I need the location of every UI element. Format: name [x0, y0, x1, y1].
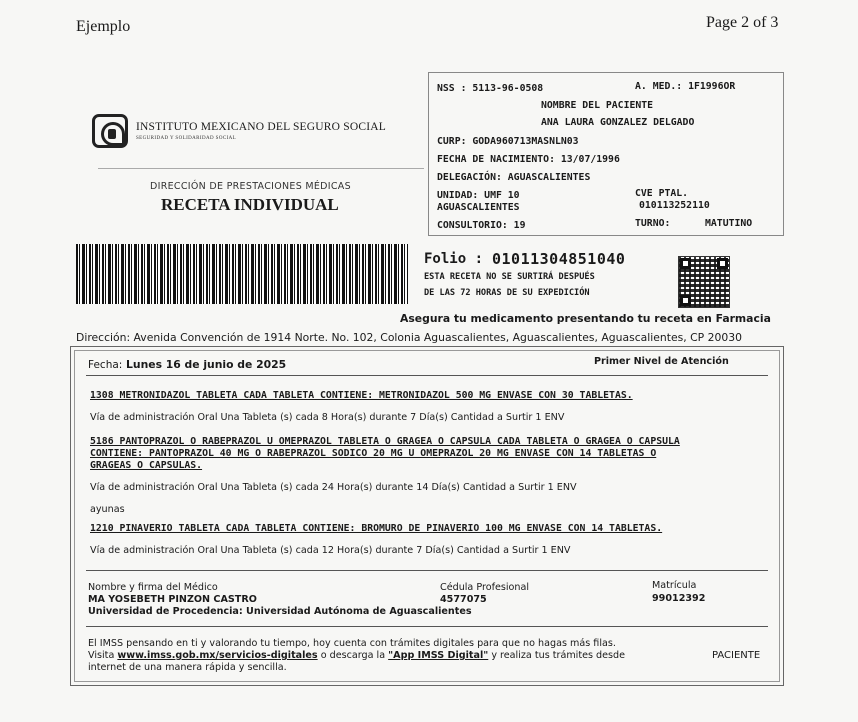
via-line: Vía de administración Oral Una Tableta (s) cada 24 Hora(s) durante 14 Día(s) Cantidad a Surtir 1 ENV [90, 482, 577, 493]
qr-finder [680, 295, 691, 306]
address: Dirección: Avenida Convención de 1914 Norte. No. 102, Colonia Aguascalientes, Aguascalientes, Aguascalientes, CP 20030 [76, 331, 742, 344]
med-line: 5186 PANTOPRAZOL O RABEPRAZOL U OMEPRAZOL TABLETA O GRAGEA O CAPSULA CADA TABLETA O GRAGEA O CAPSULA [90, 436, 680, 447]
consultorio: CONSULTORIO: 19 [437, 220, 526, 231]
institution-tagline: SEGURIDAD Y SOLIDARIDAD SOCIAL [136, 136, 237, 141]
footer-text: o descarga la [317, 650, 389, 661]
asegura-note: Asegura tu medicamento presentando tu receta en Farmacia [400, 312, 771, 325]
folio-label: Folio : [424, 251, 484, 267]
fecha-label: Fecha: [88, 359, 123, 371]
turno-value: MATUTINO [705, 218, 753, 229]
a-med: A. MED.: 1F1996OR [635, 81, 736, 92]
med-line: GRAGEAS O CAPSULAS. [90, 460, 203, 471]
cedula-label: Cédula Profesional [440, 582, 530, 593]
footer-line: internet de una manera rápida y sencilla. [88, 662, 287, 673]
qr-finder [717, 258, 728, 269]
cedula-value: 4577075 [440, 594, 487, 605]
cve-value: 010113252110 [639, 200, 710, 211]
via-line: Vía de administración Oral Una Tableta (s) cada 12 Hora(s) durante 7 Día(s) Cantidad a Surtir 1 ENV [90, 545, 571, 556]
nss: NSS : 5113-96-0508 [437, 83, 544, 94]
footer-line [88, 650, 625, 661]
footer-text: Visita [88, 650, 118, 661]
direction-label: DIRECCIÓN DE PRESTACIONES MÉDICAS [150, 181, 351, 192]
via-line: Vía de administración Oral Una Tableta (s) cada 8 Hora(s) durante 7 Día(s) Cantidad a Surtir 1 ENV [90, 412, 565, 423]
qr-finder [680, 258, 691, 269]
matricula-value: 99012392 [652, 593, 706, 604]
nivel-atencion: Primer Nivel de Atención [594, 356, 729, 367]
patient-name-label: NOMBRE DEL PACIENTE [541, 100, 654, 111]
folio-value: 01011304851040 [492, 250, 626, 268]
unidad: UNIDAD: UMF 10 [437, 190, 520, 201]
header-left: Ejemplo [76, 18, 131, 35]
page-number: Page 2 of 3 [706, 14, 779, 31]
folio-note: ESTA RECETA NO SE SURTIRÁ DESPUÉS [424, 272, 595, 282]
patient-name: ANA LAURA GONZALEZ DELGADO [541, 117, 695, 128]
doctor-name-label: Nombre y firma del Médico [88, 582, 218, 593]
delegacion: DELEGACIÓN: AGUASCALIENTES [437, 172, 591, 183]
barcode [76, 244, 408, 304]
university: Universidad de Procedencia: Universidad Autónoma de Aguascalientes [88, 606, 472, 617]
institution-name: INSTITUTO MEXICANO DEL SEGURO SOCIAL [136, 121, 386, 133]
qr-code [678, 256, 730, 308]
med-line: 1308 METRONIDAZOL TABLETA CADA TABLETA CONTIENE: METRONIDAZOL 500 MG ENVASE CON 30 TABLETAS. [90, 390, 633, 401]
med-note: ayunas [90, 504, 125, 515]
fecha-value: Lunes 16 de junio de 2025 [126, 358, 287, 371]
app-imss-link[interactable]: "App IMSS Digital" [388, 650, 489, 661]
patient-box [428, 72, 784, 236]
footer-text: y realiza tus trámites desde [488, 650, 626, 661]
med-line: 1210 PINAVERIO TABLETA CADA TABLETA CONTIENE: BROMURO DE PINAVERIO 100 MG ENVASE CON 14 TABLETAS. [90, 523, 663, 534]
turno-label: TURNO: [635, 218, 671, 229]
copy-label: PACIENTE [712, 650, 761, 661]
divider [86, 375, 768, 376]
document-title: RECETA INDIVIDUAL [161, 195, 339, 214]
unidad-city: AGUASCALIENTES [437, 202, 520, 213]
birth-date: FECHA DE NACIMIENTO: 13/07/1996 [437, 154, 620, 165]
servicios-digitales-link[interactable]: www.imss.gob.mx/servicios-digitales [117, 650, 318, 661]
divider [98, 168, 424, 169]
curp: CURP: GODA960713MASNLN03 [437, 136, 579, 147]
doctor-name: MA YOSEBETH PINZON CASTRO [88, 594, 257, 605]
divider [86, 626, 768, 627]
footer-line: El IMSS pensando en ti y valorando tu tiempo, hoy cuenta con trámites digitales para que no hagas más filas. [88, 638, 616, 649]
med-line: CONTIENE: PANTOPRAZOL 40 MG O RABEPRAZOL SODICO 20 MG U OMEPRAZOL 20 MG ENVASE CON 14 TABLETAS O [90, 448, 657, 459]
matricula-label: Matrícula [652, 580, 697, 591]
divider [86, 570, 768, 571]
imss-logo [92, 114, 128, 148]
cve-label: CVE PTAL. [635, 188, 689, 199]
folio-note: DE LAS 72 HORAS DE SU EXPEDICIÓN [424, 288, 590, 298]
